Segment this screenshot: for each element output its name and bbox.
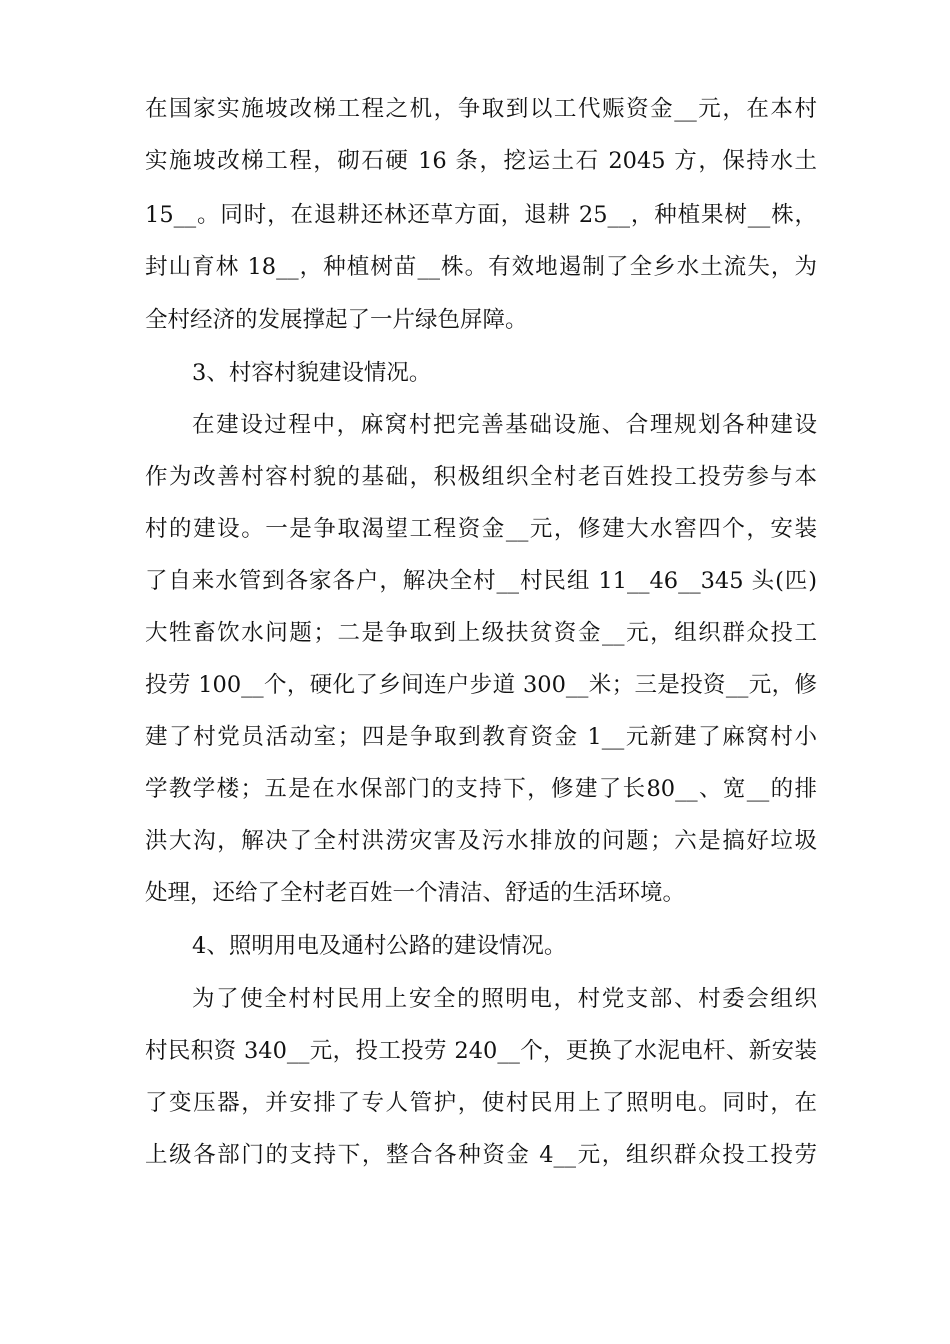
paragraph-line: 在国家实施坡改梯工程之机，争取到以工代赈资金__元，在本村	[145, 96, 817, 122]
paragraph-line: 投劳 100__个，硬化了乡间连户步道 300__米；三是投资__元，修	[145, 672, 817, 698]
section-heading: 4、照明用电及通村公路的建设情况。	[192, 933, 567, 959]
paragraph-line: 村的建设。一是争取渴望工程资金__元，修建大水窖四个，安装	[145, 516, 817, 542]
paragraph-line: 封山育林 18__，种植树苗__株。有效地遏制了全乡水土流失，为	[145, 254, 817, 280]
paragraph-line: 在建设过程中，麻窝村把完善基础设施、合理规划各种建设	[192, 412, 817, 438]
paragraph-line: 15__。同时，在退耕还林还草方面，退耕 25__，种植果树__株，	[145, 202, 817, 228]
paragraph-line: 全村经济的发展撑起了一片绿色屏障。	[145, 307, 528, 333]
paragraph-line: 建了村党员活动室；四是争取到教育资金 1__元新建了麻窝村小	[145, 724, 817, 750]
paragraph-line: 洪大沟，解决了全村洪涝灾害及污水排放的问题；六是搞好垃圾	[145, 828, 817, 854]
paragraph-line: 实施坡改梯工程，砌石硬 16 条，挖运土石 2045 方，保持水土	[145, 148, 817, 174]
paragraph-line: 了变压器，并安排了专人管护，使村民用上了照明电。同时，在	[145, 1090, 817, 1116]
paragraph-line: 学教学楼；五是在水保部门的支持下，修建了长80__、宽__的排	[145, 776, 817, 802]
paragraph-line: 作为改善村容村貌的基础，积极组织全村老百姓投工投劳参与本	[145, 464, 817, 490]
paragraph-line: 大牲畜饮水问题；二是争取到上级扶贫资金__元，组织群众投工	[145, 620, 817, 646]
paragraph-line: 为了使全村村民用上安全的照明电，村党支部、村委会组织	[192, 986, 817, 1012]
paragraph-line: 了自来水管到各家各户，解决全村__村民组 11__46__345 头(匹)	[145, 568, 817, 594]
paragraph-line: 上级各部门的支持下，整合各种资金 4__元，组织群众投工投劳	[145, 1142, 817, 1168]
paragraph-line: 处理，还给了全村老百姓一个清洁、舒适的生活环境。	[145, 880, 686, 906]
section-heading: 3、村容村貌建设情况。	[192, 360, 432, 386]
paragraph-line: 村民积资 340__元，投工投劳 240__个，更换了水泥电杆、新安装	[145, 1038, 817, 1064]
